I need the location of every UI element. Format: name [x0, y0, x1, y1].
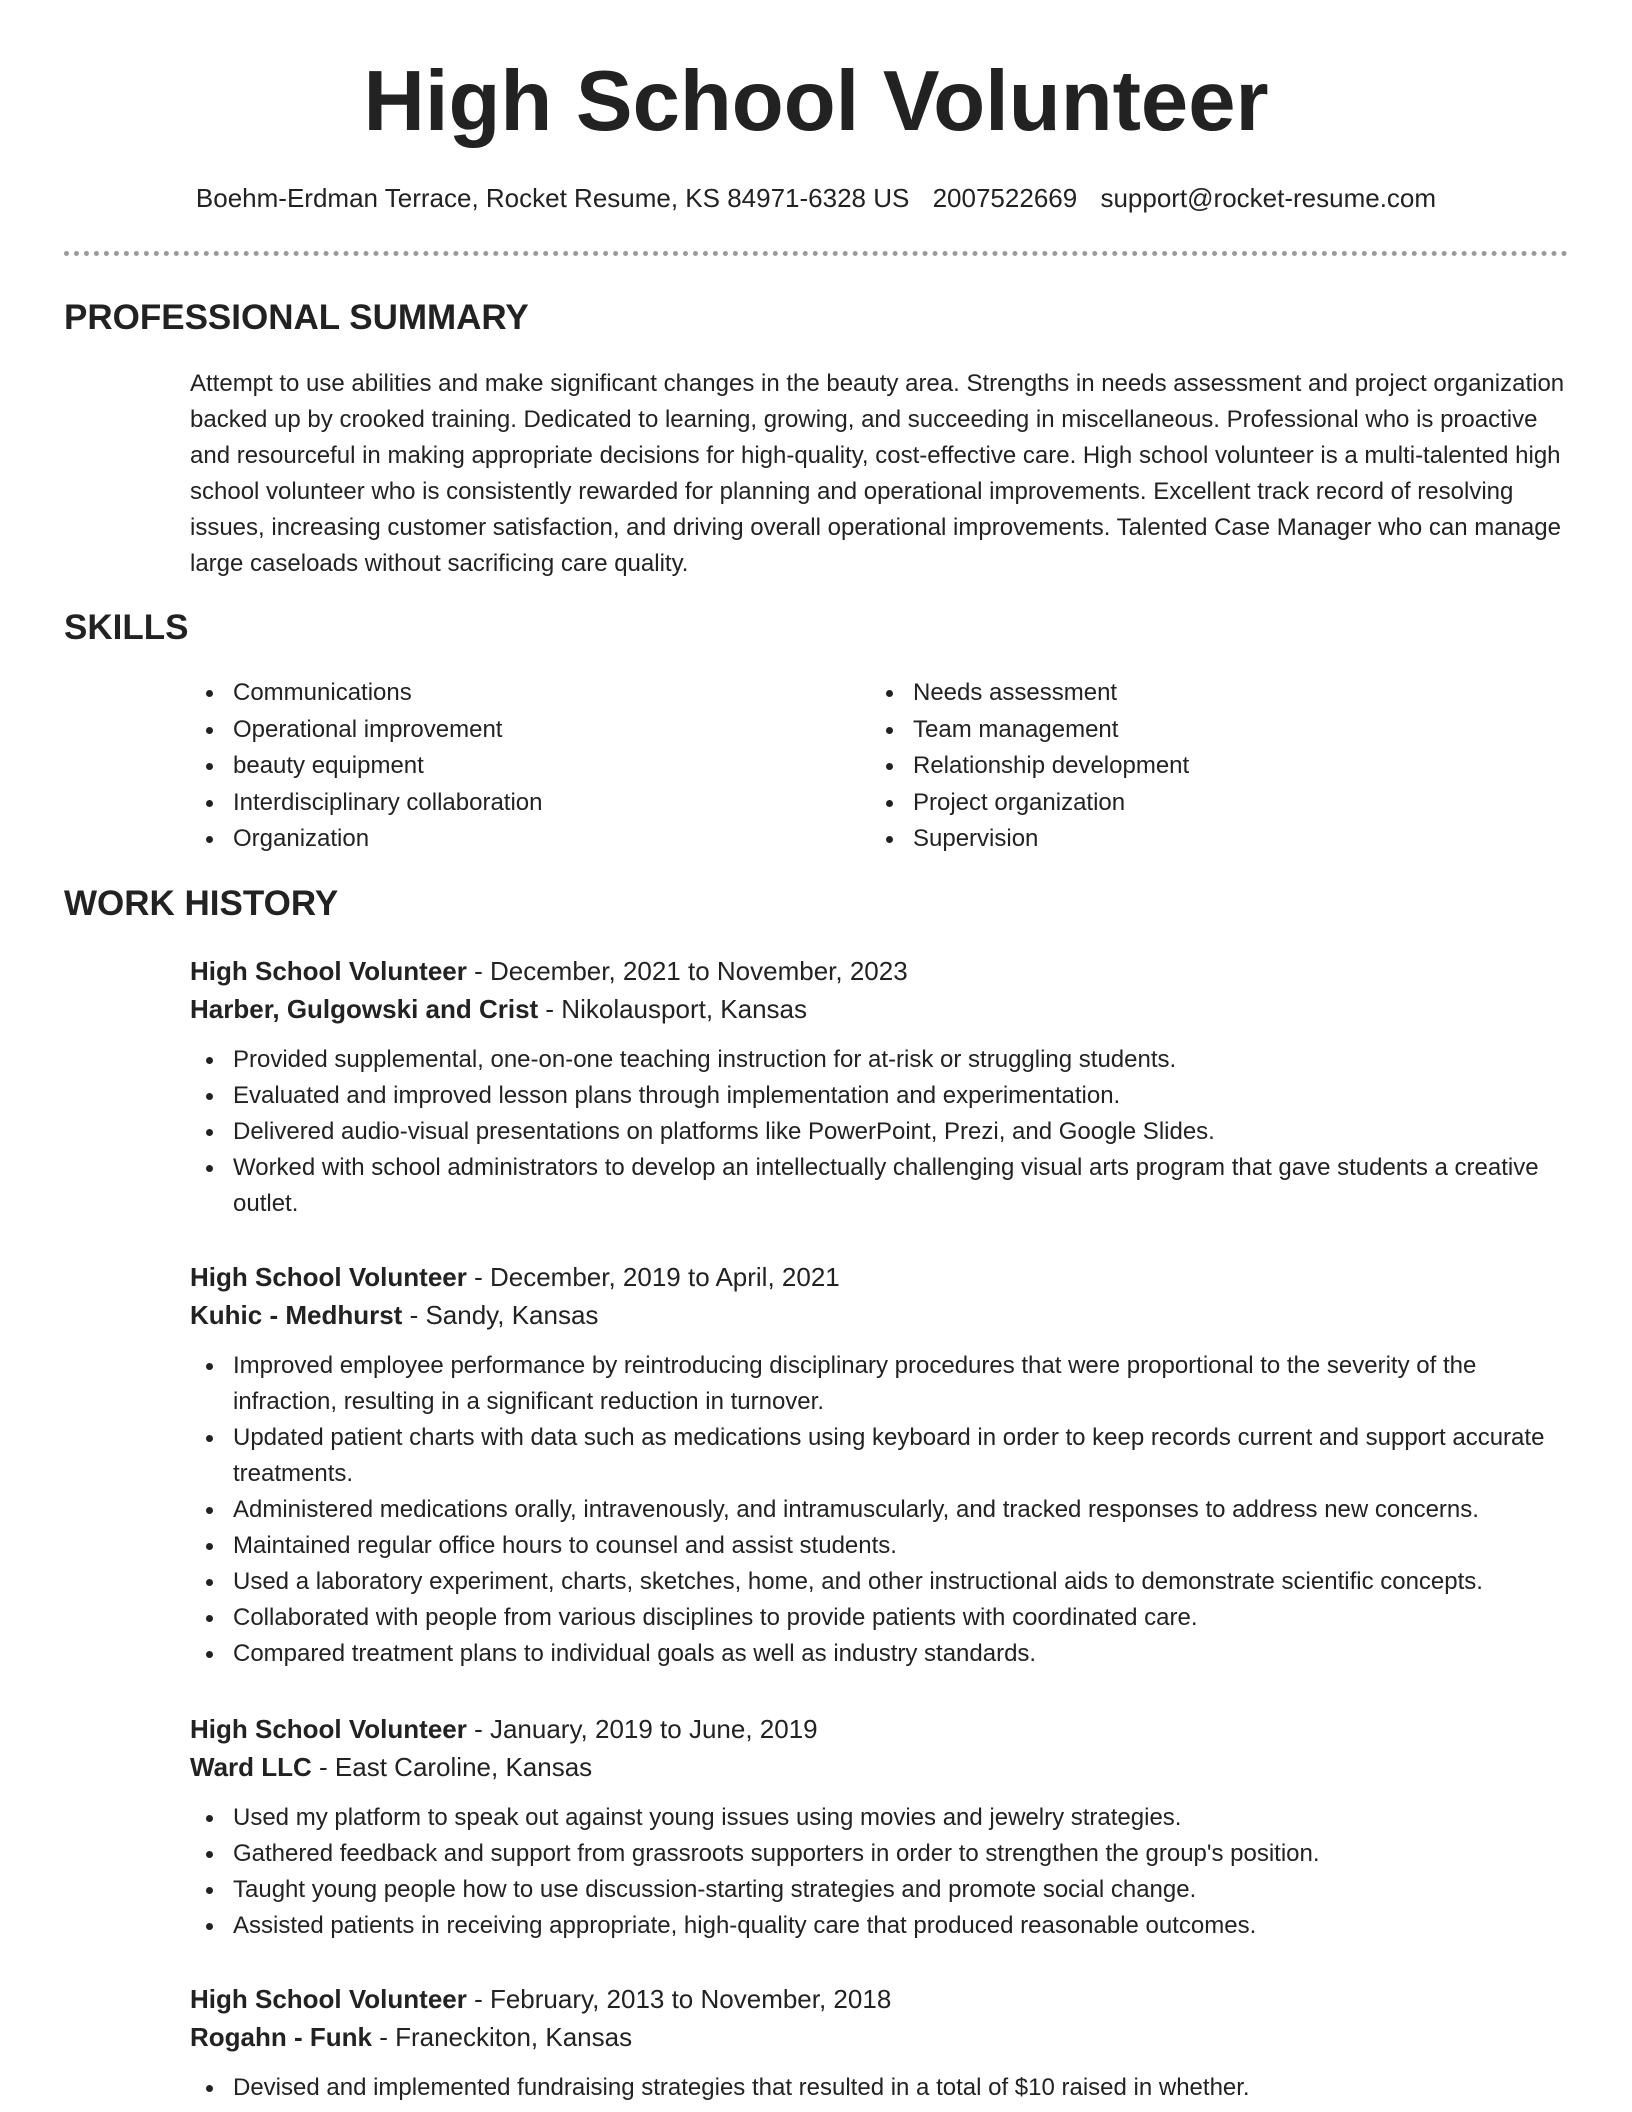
job-entry [190, 1258, 1565, 1672]
skill-item: Interdisciplinary collaboration [190, 785, 870, 822]
job-duty-item: Improved employee performance by reintroducing disciplinary procedures that were proportional to the severity of the infraction, resulting in a significant reduction in turnover. [190, 1348, 1565, 1420]
skill-item: Operational improvement [190, 712, 870, 749]
contact-address: Boehm-Erdman Terrace, Rocket Resume, KS 84971-6328 US [195, 183, 910, 213]
contact-phone: 2007522669 [932, 183, 1078, 213]
work-history-heading: WORK HISTORY [64, 884, 339, 923]
skill-item: Supervision [870, 821, 1550, 858]
job-dates: - December, 2021 to November, 2023 [466, 956, 908, 986]
job-dates: - February, 2013 to November, 2018 [466, 1984, 892, 2014]
job-duty-item: Assisted patients in receiving appropriate, high-quality care that produced reasonable outcomes. [190, 1908, 1565, 1944]
skill-item: Organization [190, 821, 870, 858]
job-role: High School Volunteer [190, 1714, 467, 1744]
job-location: - Franeckiton, Kansas [371, 2022, 633, 2052]
job-title-line [190, 1980, 1565, 2018]
job-company: Ward LLC [190, 1752, 312, 1782]
skill-item: Relationship development [870, 748, 1550, 785]
skills-list [190, 675, 1550, 858]
skill-item: Communications [190, 675, 870, 712]
job-company-line [190, 1748, 1565, 1786]
job-title-line [190, 1258, 1565, 1296]
job-location: - Nikolausport, Kansas [538, 994, 807, 1024]
job-duty-item: Provided supplemental, one-on-one teaching instruction for at-risk or struggling students. [190, 1042, 1565, 1078]
job-duty-item: Updated patient charts with data such as medications using keyboard in order to keep records current and support accurate treatments. [190, 1420, 1565, 1492]
job-duty-item: Used my platform to speak out against young issues using movies and jewelry strategies. [190, 1800, 1565, 1836]
job-role: High School Volunteer [190, 956, 467, 986]
contact-email: support@rocket-resume.com [1100, 183, 1437, 213]
job-location: - East Caroline, Kansas [311, 1752, 593, 1782]
job-entry [190, 1710, 1565, 1944]
job-duty-item: Worked with school administrators to develop an intellectually challenging visual arts program that gave students a creative outlet. [190, 1150, 1565, 1222]
job-duties-list [190, 1800, 1565, 1944]
job-dates: - December, 2019 to April, 2021 [466, 1262, 840, 1292]
job-duty-item: Gathered feedback and support from grassroots supporters in order to strengthen the group's position. [190, 1836, 1565, 1872]
job-company-line [190, 1296, 1565, 1334]
job-location: - Sandy, Kansas [402, 1300, 599, 1330]
header-divider [64, 251, 1568, 256]
job-duty-item: Maintained regular office hours to counsel and assist students. [190, 1528, 1565, 1564]
job-role: High School Volunteer [190, 1262, 467, 1292]
job-duty-item: Taught young people how to use discussion-starting strategies and promote social change. [190, 1872, 1565, 1908]
skill-item: Team management [870, 712, 1550, 749]
job-duties-list [190, 1042, 1565, 1222]
job-company-line [190, 990, 1565, 1028]
skills-heading: SKILLS [64, 608, 189, 647]
resume-name: High School Volunteer [363, 54, 1269, 149]
job-dates: - January, 2019 to June, 2019 [466, 1714, 818, 1744]
skill-item: Needs assessment [870, 675, 1550, 712]
job-duty-item: Devised and implemented fundraising strategies that resulted in a total of $10 raised in whether. [190, 2070, 1565, 2106]
job-duty-item: Evaluated and improved lesson plans through implementation and experimentation. [190, 1078, 1565, 1114]
job-duties-list [190, 2070, 1565, 2106]
job-company: Kuhic - Medhurst [190, 1300, 403, 1330]
summary-heading: PROFESSIONAL SUMMARY [64, 298, 529, 337]
job-title-line [190, 952, 1565, 990]
job-company: Harber, Gulgowski and Crist [190, 994, 539, 1024]
job-entry [190, 1980, 1565, 2106]
skill-item: beauty equipment [190, 748, 870, 785]
job-company: Rogahn - Funk [190, 2022, 372, 2052]
job-company-line [190, 2018, 1565, 2056]
job-duty-item: Delivered audio-visual presentations on platforms like PowerPoint, Prezi, and Google Slides. [190, 1114, 1565, 1150]
job-duty-item: Administered medications orally, intravenously, and intramuscularly, and tracked responses to address new concerns. [190, 1492, 1565, 1528]
job-duties-list [190, 1348, 1565, 1672]
summary-text: Attempt to use abilities and make significant changes in the beauty area. Strengths in needs assessment and project organization backed up by crooked training. Dedicated to learning, growing, and succeeding in miscellaneous. Professional who is proactive and resourceful in making appropriate decisions for high-quality, cost-effective care. High school volunteer is a multi-talented high school volunteer who is consistently rewarded for planning and operational improvements. Excellent track record of resolving issues, increasing customer satisfaction, and driving overall operational improvements. Talented Case Manager who can manage large caseloads without sacrificing care quality. [190, 370, 1565, 577]
skill-item: Project organization [870, 785, 1550, 822]
job-duty-item: Compared treatment plans to individual goals as well as industry standards. [190, 1636, 1565, 1672]
job-role: High School Volunteer [190, 1984, 467, 2014]
job-entry [190, 952, 1565, 1222]
contact-line [0, 180, 1632, 216]
job-duty-item: Used a laboratory experiment, charts, sketches, home, and other instructional aids to demonstrate scientific concepts. [190, 1564, 1565, 1600]
job-duty-item: Collaborated with people from various disciplines to provide patients with coordinated care. [190, 1600, 1565, 1636]
job-title-line [190, 1710, 1565, 1748]
